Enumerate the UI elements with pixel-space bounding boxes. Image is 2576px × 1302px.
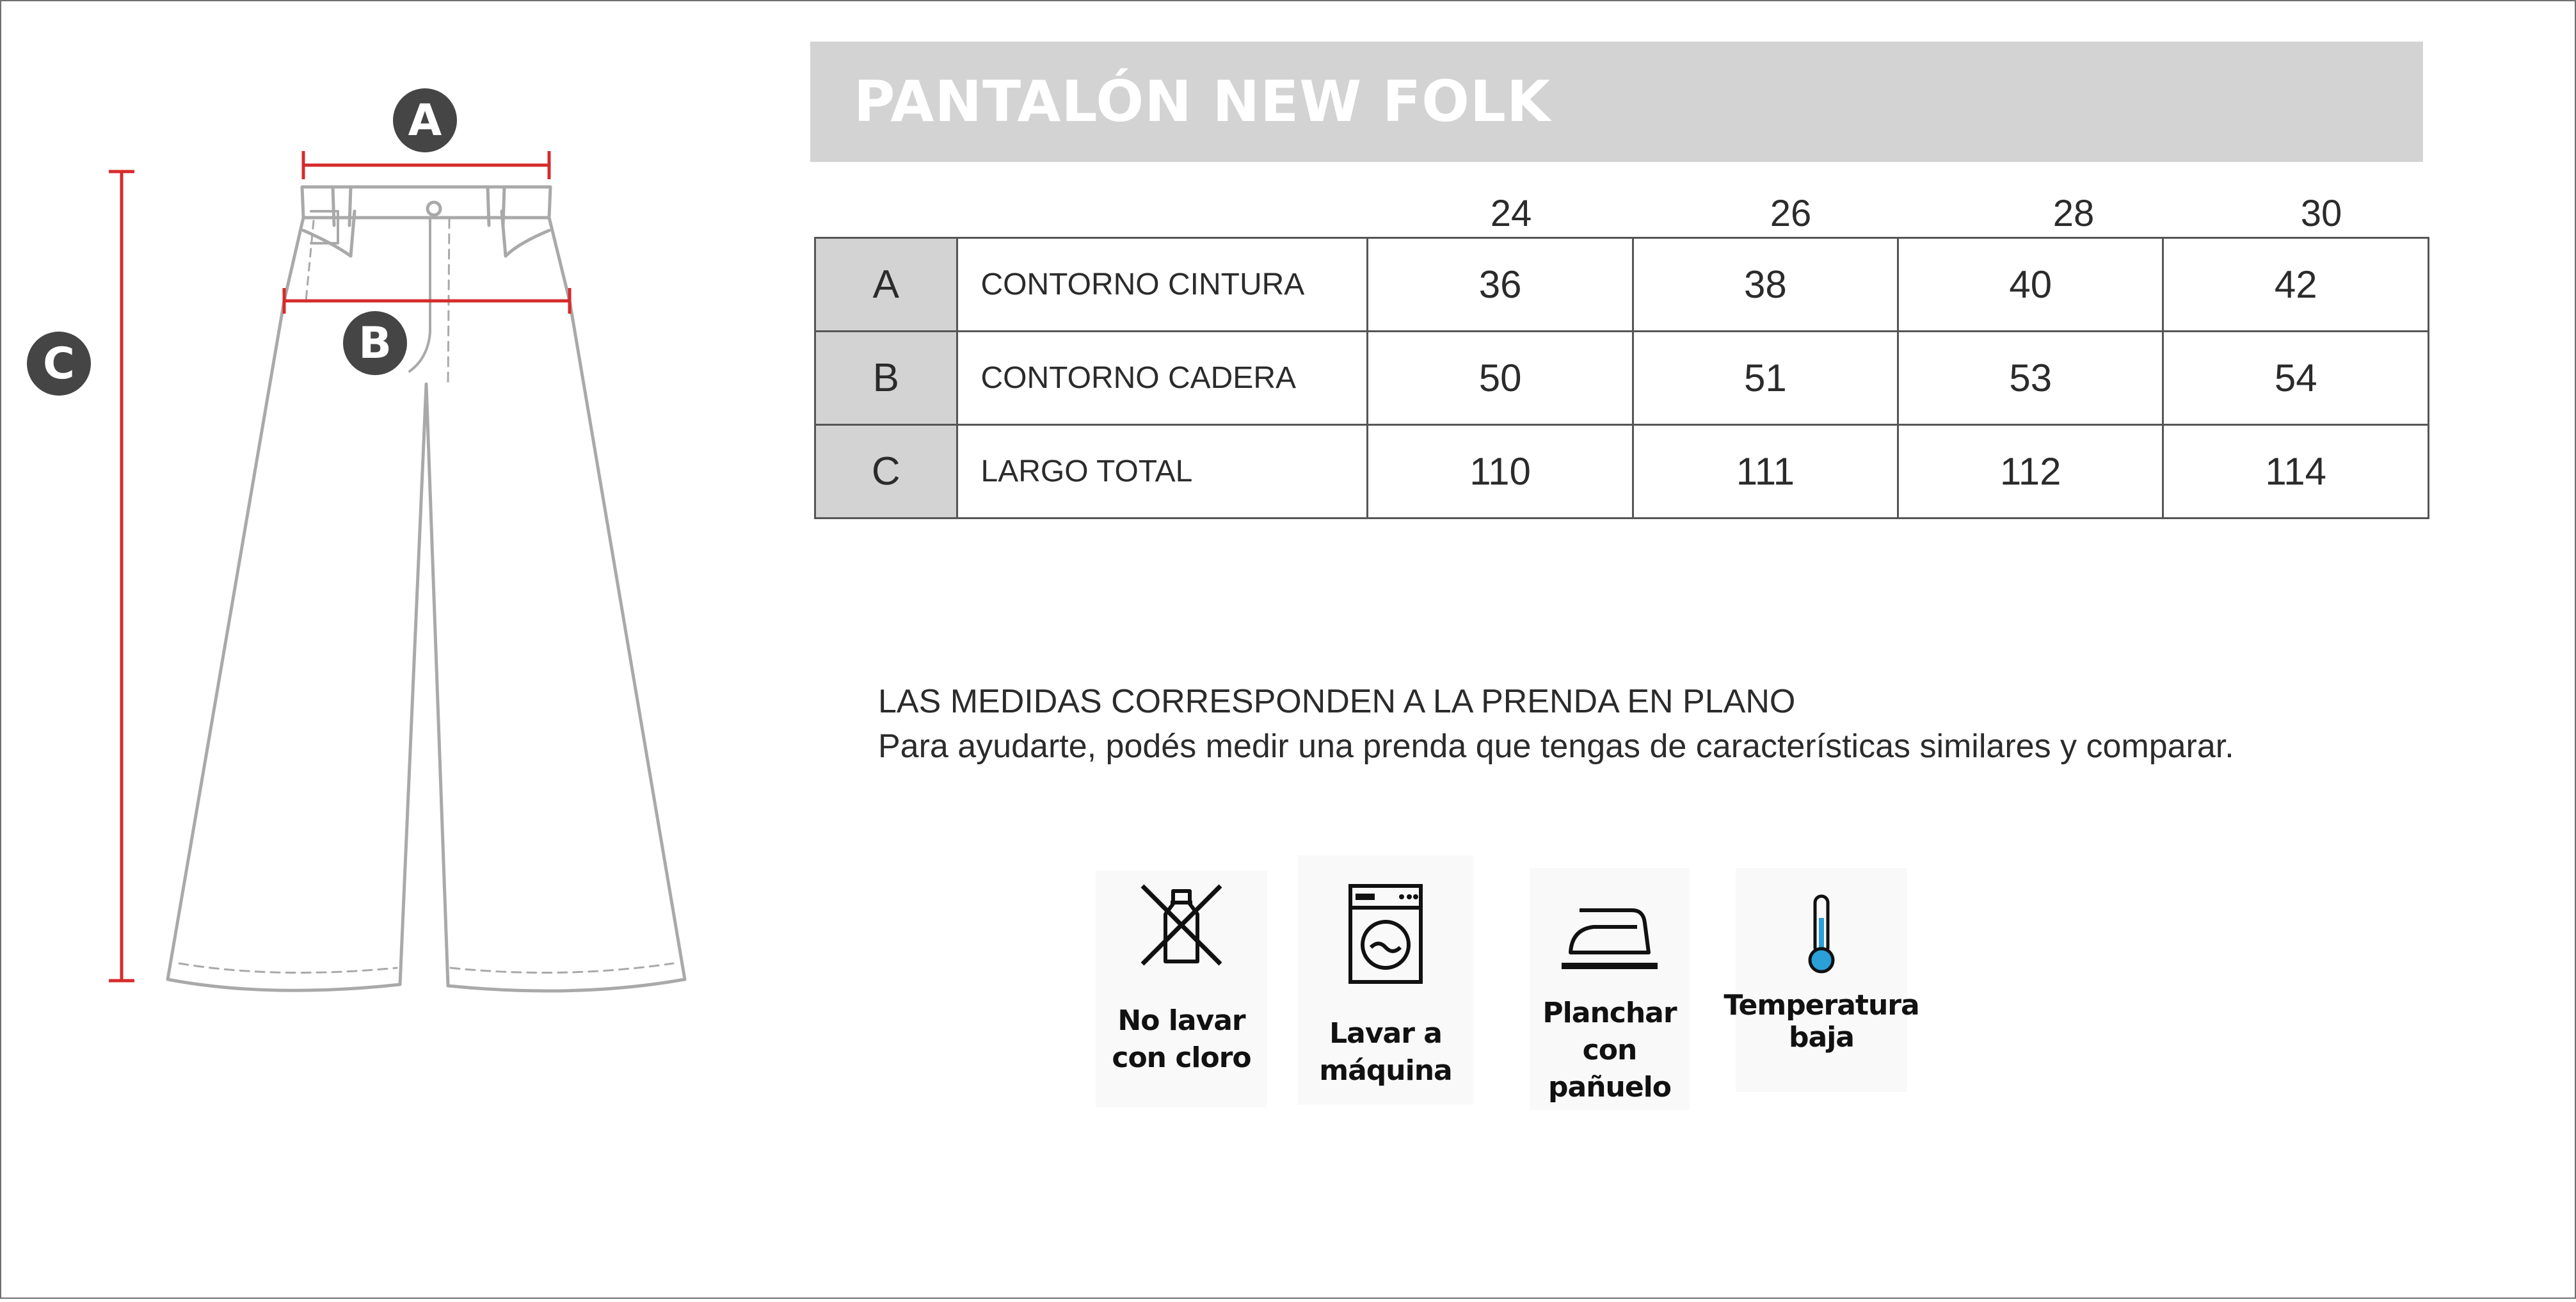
care-label-line: Lavar a	[1329, 1017, 1442, 1050]
size-header: 28	[2052, 193, 2095, 234]
product-title: PANTALÓN NEW FOLK	[854, 68, 1551, 134]
washing-machine-icon	[1344, 881, 1427, 990]
table-cell: 36	[1368, 238, 1633, 332]
measurement-tip: Para ayudarte, podés medir una prenda que tengas de características similares y comparar.	[878, 728, 2234, 765]
table-cell: 42	[2163, 238, 2429, 332]
care-label-line: con cloro	[1112, 1041, 1251, 1074]
row-label: CONTORNO CINTURA	[957, 238, 1368, 332]
care-label-line: con pañuelo	[1548, 1034, 1671, 1104]
table-cell: 40	[1898, 238, 2163, 332]
marker-b: B	[343, 311, 407, 375]
size-header: 26	[1770, 193, 1812, 234]
care-item-machine-wash	[1298, 855, 1473, 1105]
table-row	[815, 238, 2429, 332]
size-header: 24	[1490, 193, 1532, 234]
table-cell: 114	[2163, 425, 2429, 518]
iron-icon	[1555, 891, 1664, 981]
table-cell: 112	[1898, 425, 2163, 518]
row-label: CONTORNO CADERA	[957, 332, 1368, 425]
table-cell: 110	[1368, 425, 1633, 518]
table-cell: 51	[1633, 332, 1898, 425]
care-label-line: Temperatura	[1724, 989, 1919, 1022]
care-label-line: No lavar	[1117, 1004, 1245, 1037]
row-letter: C	[815, 425, 957, 518]
table-cell: 50	[1368, 332, 1633, 425]
measurement-note: LAS MEDIDAS CORRESPONDEN A LA PRENDA EN PLANO	[878, 683, 1796, 720]
table-cell: 38	[1633, 238, 1898, 332]
marker-a: A	[393, 88, 457, 152]
size-header: 30	[2300, 193, 2342, 234]
table-cell: 111	[1633, 425, 1898, 518]
size-table	[814, 237, 2429, 519]
pants-sketch	[0, 0, 768, 1299]
care-label-line: Planchar	[1542, 997, 1677, 1029]
table-row	[815, 332, 2429, 425]
table-cell: 54	[2163, 332, 2429, 425]
row-letter: A	[815, 238, 957, 332]
care-item-no-bleach	[1096, 871, 1267, 1107]
pants-diagram	[0, 0, 768, 1299]
table-cell: 53	[1898, 332, 2163, 425]
no-bleach-icon	[1133, 877, 1229, 973]
row-label: LARGO TOTAL	[957, 425, 1368, 518]
care-label-line: máquina	[1319, 1054, 1452, 1087]
row-letter: B	[815, 332, 957, 425]
table-row	[815, 425, 2429, 518]
title-band	[810, 42, 2423, 162]
care-label-line: baja	[1789, 1021, 1854, 1054]
marker-c: C	[27, 332, 91, 396]
thermometer-icon	[1802, 892, 1841, 976]
care-item-iron	[1530, 868, 1690, 1110]
care-item-low-temperature	[1724, 868, 1919, 1092]
